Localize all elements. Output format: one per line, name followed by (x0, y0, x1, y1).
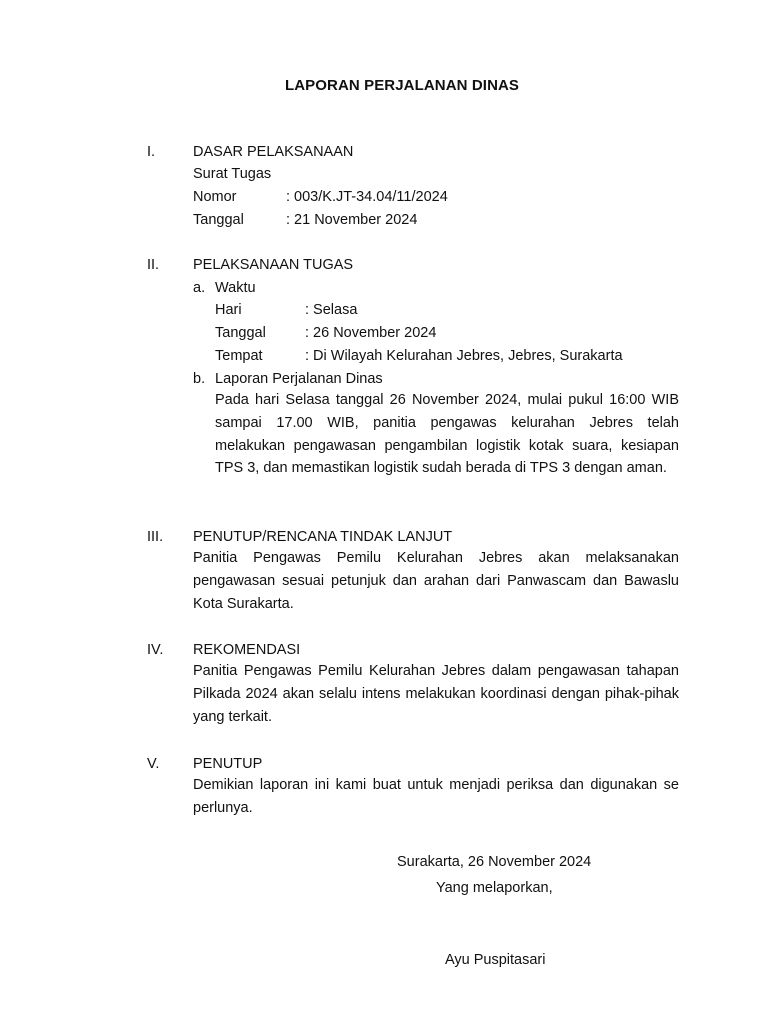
signature-place-date: Surakarta, 26 November 2024 (397, 854, 592, 870)
nomor-label: Nomor (193, 189, 237, 205)
section1-heading: DASAR PELAKSANAAN (193, 144, 354, 160)
waktu-tanggal-label: Tanggal (215, 325, 266, 341)
item-a-marker: a. (193, 280, 206, 296)
section5-body: Demikian laporan ini kami buat untuk menjadi periksa dan digunakan se perlunya. (193, 777, 679, 816)
nomor-value: : 003/K.JT-34.04/11/2024 (286, 189, 448, 205)
section4-heading: REKOMENDASI (193, 642, 301, 658)
section5-heading: PENUTUP (193, 756, 263, 772)
section3-heading: PENUTUP/RENCANA TINDAK LANJUT (193, 529, 453, 545)
section4-numeral: IV. (147, 642, 164, 658)
signature-reporter-label: Yang melaporkan, (436, 880, 553, 896)
section4-body: Panitia Pengawas Pemilu Kelurahan Jebres dalam pengawasan tahapan Pilkada 2024 akan selalu intens melakukan koordinasi dengan pihak-pihak yang terkait. (193, 663, 679, 725)
hari-value: : Selasa (305, 302, 358, 318)
item-b-marker: b. (193, 371, 206, 387)
section2-numeral: II. (147, 257, 160, 273)
surat-tanggal-label: Tanggal (193, 212, 244, 228)
section3-body: Panitia Pengawas Pemilu Kelurahan Jebres akan melaksanakan pengawasan sesuai petunjuk dan arahan dari Panwascam dan Bawaslu Kota Surakarta. (193, 550, 679, 612)
document-title: LAPORAN PERJALANAN DINAS (284, 77, 520, 94)
hari-label: Hari (215, 302, 242, 318)
waktu-tanggal-value: : 26 November 2024 (305, 325, 437, 341)
surat-tanggal-value: : 21 November 2024 (286, 212, 418, 228)
section2-heading: PELAKSANAAN TUGAS (193, 257, 354, 273)
surat-tugas-label: Surat Tugas (193, 166, 272, 182)
section1-numeral: I. (147, 144, 156, 160)
section3-numeral: III. (147, 529, 164, 545)
signature-name: Ayu Puspitasari (445, 952, 546, 968)
item-b-label: Laporan Perjalanan Dinas (215, 371, 383, 387)
section5-numeral: V. (147, 756, 160, 772)
tempat-value: : Di Wilayah Kelurahan Jebres, Jebres, Surakarta (305, 348, 623, 364)
laporan-body: Pada hari Selasa tanggal 26 November 2024, mulai pukul 16:00 WIB sampai 17.00 WIB, panitia pengawas kelurahan Jebres telah melakukan pengawasan pengambilan logistik kotak suara, kesiapan TPS 3, dan memastikan logistik sudah berada di TPS 3 dengan aman. (215, 392, 679, 477)
item-a-label: Waktu (215, 280, 256, 296)
tempat-label: Tempat (215, 348, 263, 364)
